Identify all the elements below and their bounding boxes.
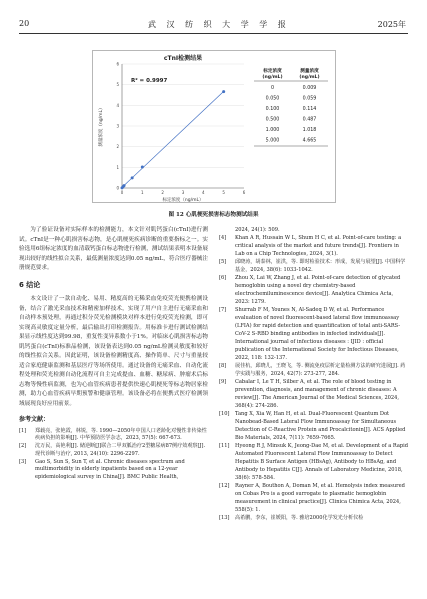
data-point bbox=[123, 184, 126, 187]
reference-number: [11] bbox=[219, 443, 230, 449]
y-tick-label: 4 bbox=[116, 102, 119, 108]
reference-text: Khan A R, Hussain W L, Shum H C, et al. Point-of-care testing: a critical analysis of the market and future trends[J]. Frontiers in Lab on a Chip Technologies, 2024, 3(1). bbox=[235, 235, 402, 257]
reference-item bbox=[219, 258, 409, 274]
page-number: 20 bbox=[19, 19, 30, 28]
conclusion-paragraph: 本文设计了一款自动化、易用、精度高的无稀采血免疫荧光便携检测设备，结合了激光采血技术和精密加样技术，实现了用户自主进行无痛采血和自动样本预处理，再通过积分荧光检测模块对样本进行免疫荧光检测，即可实现高灵敏度定量分析，最后输出打印检测报告。用标准卡进行测试检测结果显示线性度达到99.98，重复性变异系数小于1%。对临床心肌损害标志物肌钙蛋白(cTnI)标准品检测，该设备表达到0.05 ng/mL检测灵敏度和较好的线性拟合关系。因此证明，该设备检测精度高、操作简单、尺寸与重量较适合家庭健康监测和基层医疗等场所使用。通过设备的无痛采血、自动化流程处理和荧光检测自动化流程可自主完成提血、血糖、糖尿病、肿瘤术后标志物等慢性病监测，也为心血管疾病患者提供快速心肌梗死等标志物居家检测，助力心血管疾病早期预警和健康管理。该设备必将在便携式医疗检测领域展现良好应用前景。 bbox=[19, 296, 208, 407]
reference-item bbox=[219, 362, 409, 378]
y-tick-label: 0 bbox=[116, 185, 119, 191]
chart-title: cTnI检测结果 bbox=[163, 55, 203, 62]
reference-continuation: 2024, 24(1): 509. bbox=[235, 227, 280, 233]
reference-text: 邱晓涛，胡泰林，崔洪，等. 即时检验技术：形成，发展与展望[J]. 中国科学基金，2024, 38(6): 1033-1042. bbox=[235, 259, 406, 273]
table-cell: 1.000 bbox=[265, 128, 280, 133]
table-cell: 5.000 bbox=[265, 138, 280, 144]
running-header bbox=[0, 19, 427, 33]
reference-item bbox=[219, 482, 409, 514]
table-cell: 0.500 bbox=[265, 117, 280, 123]
reference-text: Shurrab F M, Younes N, Al-Sadeq D W, et al. Performance evaluation of novel fluorescent-based lateral flow immunoassay (LFIA) for rapid detection and quantification of total anti-SARS-CoV-2 S-RBD binding antibodies in infected individuals[J]. International journal of infectious diseases : IJID : official publication of the International Society for Infectious Diseases, 2022, 118: 132-137. bbox=[235, 307, 401, 361]
reference-item bbox=[19, 443, 208, 459]
reference-number: [3] bbox=[19, 458, 27, 465]
table-cell: 4.665 bbox=[302, 138, 317, 144]
x-tick-label: 2 bbox=[161, 190, 164, 195]
reference-text: Gao S, Sun S, Sun T, et al. Chronic diseases spectrum and multimorbidity in elderly inpatients based on a 12-year epidemiological survey in China[J]. BMC Public Health, bbox=[35, 458, 185, 481]
reference-text: 郑载亮，张艳霞，林锐，等. 1990—2050年中国人口老龄化对慢性非传染性疾病负担的影响[J]. 中华预防医学杂志，2023, 57(5): 667-673. bbox=[35, 427, 207, 442]
x-tick-label: 3 bbox=[181, 190, 185, 195]
x-axis-label: 标定浓度（ng/mL） bbox=[162, 198, 204, 203]
reference-number: [12] bbox=[219, 483, 230, 489]
reference-text: Rayner A, Bouthon A, Doman M, et al. Hemolysis index measured on Cobas Pro is a good surrogate to plasmatic hemoglobin measurement in clinical practice[J]. Clinica Chimica Acta, 2024, 558(5): 1. bbox=[235, 483, 405, 513]
reference-number: [8] bbox=[219, 363, 227, 369]
right-column bbox=[219, 226, 409, 522]
y-tick-label: 2 bbox=[116, 144, 119, 150]
table-cell: 0.009 bbox=[302, 86, 317, 91]
header-rule bbox=[19, 33, 408, 34]
reference-item bbox=[19, 428, 208, 444]
reference-number: [4] bbox=[219, 235, 227, 241]
table-header-cell: (ng/mL) bbox=[262, 75, 283, 80]
year-label: 2025年 bbox=[377, 20, 406, 29]
figure-caption: 图 12 心肌梗死损害标志物测试结果 bbox=[168, 212, 259, 218]
table-header-cell: 标定浓度 bbox=[263, 69, 282, 74]
table-header-cell: (ng/mL) bbox=[299, 75, 320, 80]
reference-number: [5] bbox=[219, 259, 227, 265]
y-tick-label: 6 bbox=[116, 61, 119, 67]
reference-text: 高希鹏，李东，崔媛阳，等. 雅培2000化学发光分析仪检 bbox=[235, 515, 364, 521]
reference-text: Hyeong R J, Minsuk K, Jeong-Dae M, et al. Development of a Rapid Automated Fluorescent Lateral Flow Immunoassay to Detect Hepatitis B Surface Antigen (HBsAg), Antibody to HBsAg, and Antibody to Hepatitis C[J]. Annals of Laboratory Medicine, 2018, 38(6): 578-584. bbox=[235, 443, 409, 481]
chart-svg bbox=[92, 50, 336, 203]
journal-title: 武 汉 纺 织 大 学 学 报 bbox=[148, 20, 290, 29]
y-axis-label: 测量浓度（ng/mL） bbox=[99, 105, 104, 147]
reference-item bbox=[19, 459, 208, 482]
data-point bbox=[141, 165, 144, 168]
reference-text: 沈万民，高艳利[J]. 储逆断[J]联合二甲双胍治疗2型糖尿病87例疗效观察[J]. 现代诊断与治疗, 2013, 24(10): 2296-2297. bbox=[35, 443, 206, 457]
reference-text: Cabalar I, Le T H, Silber A, et al. The role of blood testing in prevention, diagnosis, and management of chronic diseases: A review[J]. The American Journal of the Medical Sciences, 2024, 368(4): 274-286. bbox=[235, 379, 400, 409]
reference-number: [13] bbox=[219, 515, 230, 521]
y-tick-label: 5 bbox=[116, 82, 119, 88]
x-tick-label: 4 bbox=[202, 190, 205, 195]
table-cell: 0.050 bbox=[265, 96, 280, 102]
table-cell: 1.018 bbox=[302, 128, 317, 133]
reference-item bbox=[219, 442, 409, 482]
x-tick-label: 0 bbox=[120, 190, 124, 195]
reference-number: [1] bbox=[19, 427, 27, 434]
reference-number: [7] bbox=[219, 307, 227, 313]
x-tick-label: 1 bbox=[141, 190, 144, 195]
y-tick-label: 3 bbox=[116, 123, 119, 129]
reference-number: [2] bbox=[19, 443, 27, 450]
figure-frame bbox=[93, 51, 336, 203]
left-column bbox=[19, 226, 208, 482]
x-tick-label: 5 bbox=[222, 190, 225, 195]
reference-text: Tang X, Xia W, Han H, et al. Dual-Fluorescent Quantum Dot Nanobead-Based Lateral Flow Immunoassay for Simultaneous Detection of C-Reactive Protein and Procalcitonin[J]. ACS Applied Bio Materials, 2024, 7(11): 7659-7665. bbox=[235, 411, 406, 441]
reference-item bbox=[219, 378, 409, 410]
reference-item bbox=[219, 234, 409, 258]
table-cell: 0.114 bbox=[302, 107, 317, 112]
reference-number: [6] bbox=[219, 275, 227, 281]
reference-item bbox=[219, 274, 409, 306]
reference-number: [9] bbox=[219, 379, 227, 385]
figure-12 bbox=[92, 50, 336, 203]
data-point bbox=[131, 176, 134, 179]
table-cell: 0.487 bbox=[302, 117, 317, 123]
table-header-cell: 测量浓度 bbox=[300, 69, 319, 74]
reference-item bbox=[219, 514, 409, 522]
reference-text: Zhou X, Lai W, Zhang J, et al. Point-of-care detection of glycated hemoglobin using a novel dry chemistry-based electrochemiluminescence device[J]. Analytica Chimica Acta, 2023: 1279. bbox=[235, 275, 401, 305]
reference-number: [10] bbox=[219, 411, 230, 417]
references-title: 参考文献： bbox=[19, 416, 50, 423]
intro-paragraph: 为了验证设备对实际样本的检测能力，本文针对肌钙蛋白(cTnI)进行测试。cTnI是一种心肌损害标志物，是心肌梗死疾病诊断的重要指标之一。实验选用6组标定浓度的血清载钙蛋白标志物进行检测，测试结果表明本设备展现出较好的线性拟合关系，最低测量浓度达到0.05 ng/mL，符合医疗器械注册规范要求。 bbox=[19, 227, 208, 271]
reference-item bbox=[219, 306, 409, 362]
reference-item bbox=[219, 410, 409, 442]
table-cell: 0.059 bbox=[302, 96, 317, 102]
x-tick-label: 6 bbox=[242, 190, 246, 195]
r-squared-label: R² = 0.9997 bbox=[131, 78, 168, 84]
y-tick-label: 1 bbox=[116, 164, 119, 170]
table-cell: 0.100 bbox=[265, 107, 280, 112]
data-point bbox=[222, 90, 225, 93]
reference-text: 展佳杭，邱晓儿，王晓飞，等. 侧流免疫层析定量检测方法的研究进展[J]. 药学实践与服务，2024, 42(7): 273-277, 284. bbox=[235, 363, 406, 377]
table-cell: 0 bbox=[270, 86, 275, 91]
section-title-conclusion: 6 结论 bbox=[19, 280, 41, 289]
